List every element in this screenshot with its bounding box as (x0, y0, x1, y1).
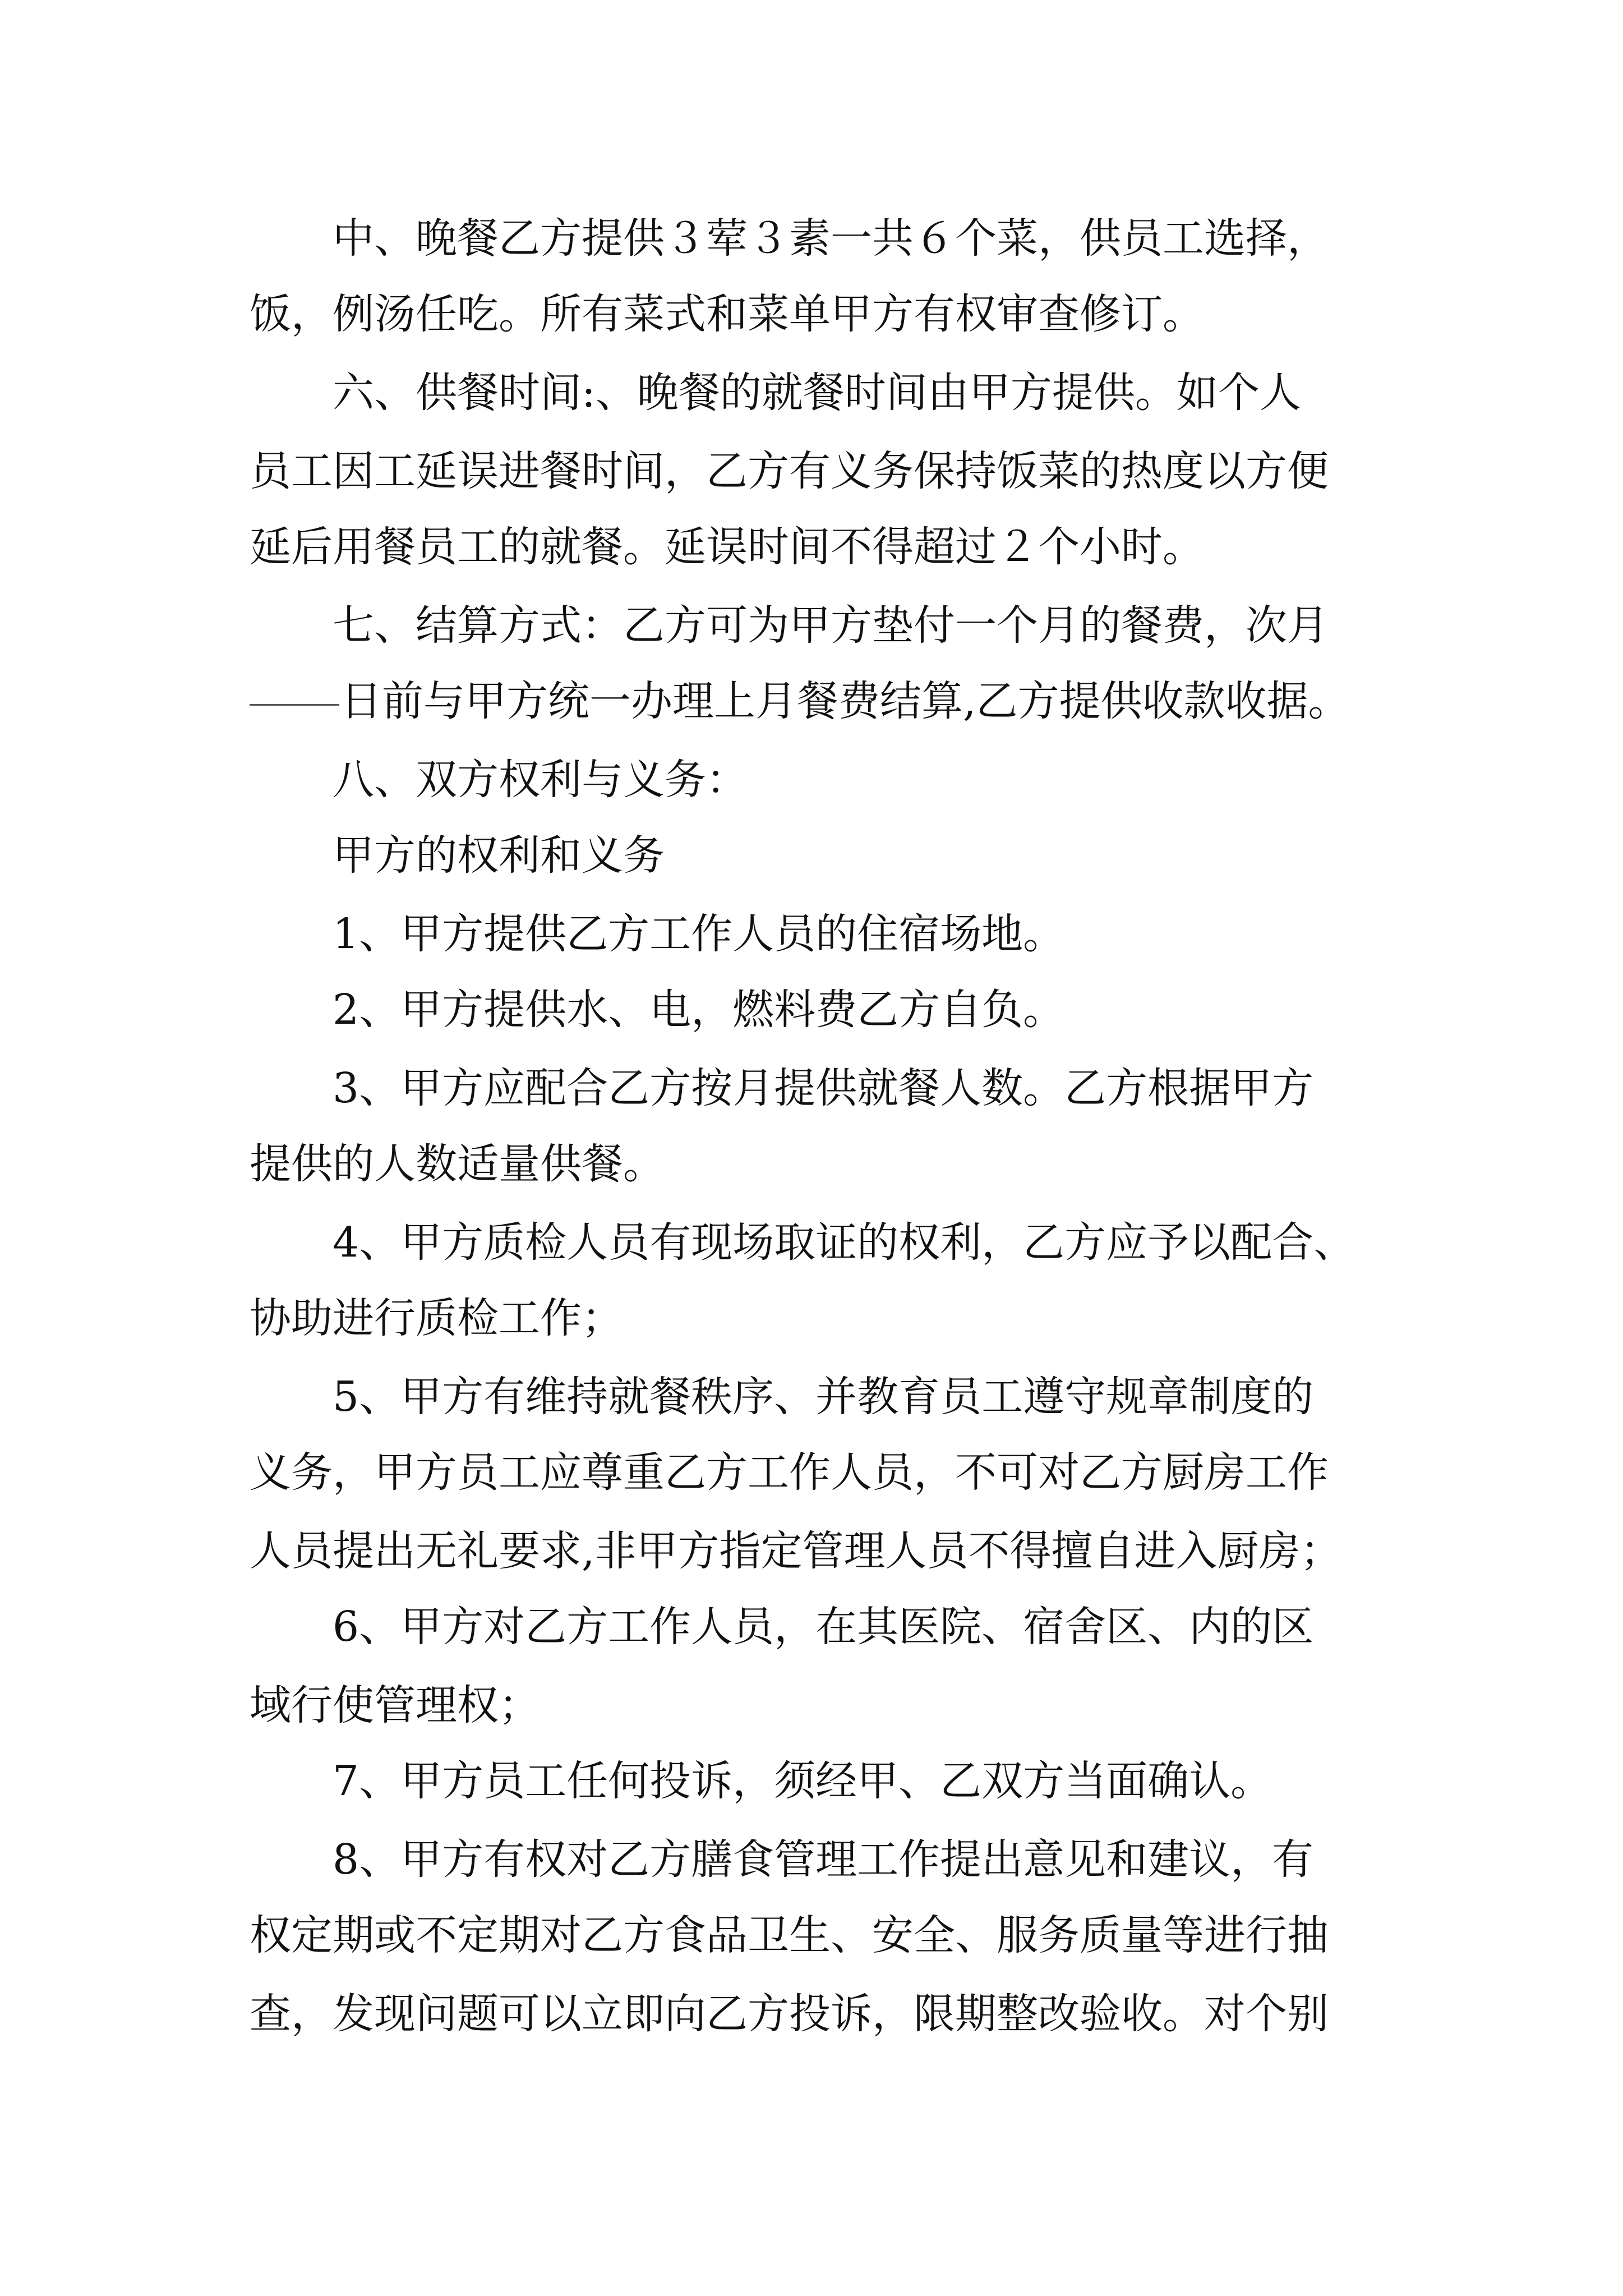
text-line: 七、结算方式：乙方可为甲方垫付一个月的餐费，次月 (250, 601, 1329, 650)
text-line: 协助进行质检工作； (250, 1294, 623, 1342)
section-heading: 八、双方权利与义务： (250, 756, 748, 804)
text-line: 5、甲方有维持就餐秩序、并教育员工遵守规章制度的 (250, 1373, 1314, 1421)
text-line: 权定期或不定期对乙方食品卫生、安全、服务质量等进行抽 (250, 1911, 1329, 1959)
text-line: 4、甲方质检人员有现场取证的权利，乙方应予以配合、 (250, 1218, 1355, 1267)
text-line: 2、甲方提供水、电，燃料费乙方自负。 (250, 986, 1065, 1034)
text-line: 中、晚餐乙方提供３荤３素一共６个菜，供员工选择， (250, 214, 1329, 263)
text-line: 六、供餐时间:、晚餐的就餐时间由甲方提供。如个人 (250, 369, 1301, 417)
text-line: 义务，甲方员工应尊重乙方工作人员，不可对乙方厨房工作 (250, 1448, 1329, 1497)
text-line: 员工因工延误进餐时间，乙方有义务保持饭菜的热度以方便 (250, 447, 1329, 495)
text-line-with-blank (250, 670, 1399, 732)
text-line: 7、甲方员工任何投诉，须经甲、乙双方当面确认。 (250, 1757, 1272, 1805)
fill-in-blank (250, 670, 339, 706)
text-line: 6、甲方对乙方工作人员，在其医院、宿舍区、内的区 (250, 1603, 1314, 1651)
text-line: 人员提出无礼要求,非甲方指定管理人员不得擅自进入厨房； (250, 1527, 1342, 1575)
text-line: 延后用餐员工的就餐。延误时间不得超过２个小时。 (250, 523, 1204, 571)
text-line: 1、甲方提供乙方工作人员的住宿场地。 (250, 910, 1065, 958)
text-line: 查，发现问题可以立即向乙方投诉，限期整改验收。对个别 (250, 1990, 1329, 2038)
text-line: 日前与甲方统一办理上月餐费结算,乙方提供收款收据。 (340, 677, 1350, 725)
text-line: 饭，例汤任吃。所有菜式和菜单甲方有权审查修订。 (250, 290, 1204, 338)
text-line: 提供的人数适量供餐。 (250, 1140, 665, 1188)
text-line: 域行使管理权； (250, 1681, 540, 1729)
subsection-heading: 甲方的权利和义务 (250, 831, 665, 880)
text-line: 8、甲方有权对乙方膳食管理工作提出意见和建议，有 (250, 1835, 1314, 1884)
text-line: 3、甲方应配合乙方按月提供就餐人数。乙方根据甲方 (250, 1064, 1314, 1112)
